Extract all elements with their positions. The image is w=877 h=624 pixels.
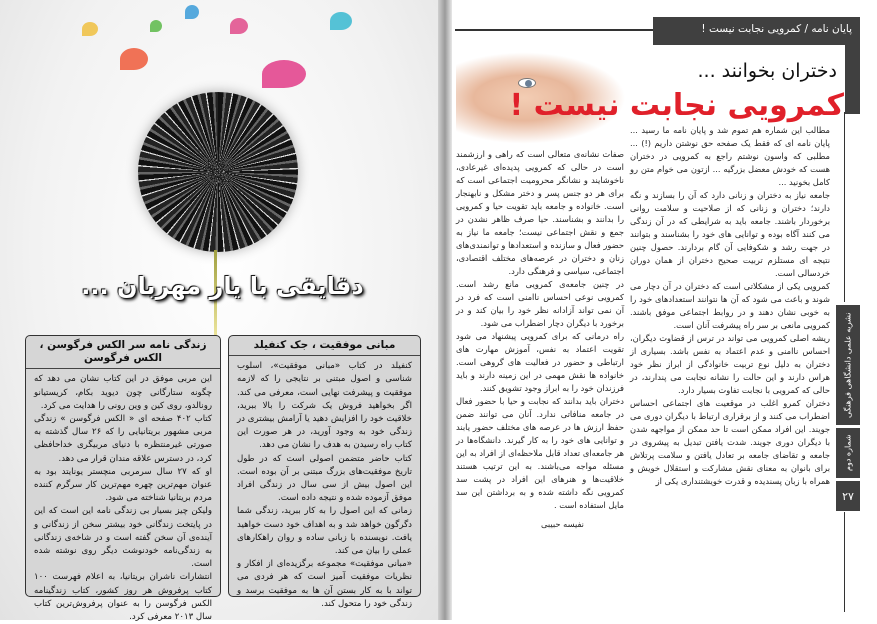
publication-name: نشریه علمی دانشگاهی فرهنگی	[836, 305, 860, 425]
left-page-title: دقایقی با یار مهربان ...	[81, 272, 364, 300]
box-paragraph: این مربی موفق در این کتاب نشان می دهد که چگونه ستارگانی چون دیوید بکام، کریستیانو رونالدو، روی کین و وین رونی را هدایت می کرد.	[34, 374, 212, 411]
margin-rule	[844, 512, 845, 612]
book-box-canfield	[228, 335, 421, 609]
article-paragraph: ریشه اصلی کمرویی می تواند در ترس از قضاوت دیگران، احساس ناامنی و عدم اعتماد به نفس باشد. بسیاری از دختران به دلیل نوع تربیت خانوادگی از ابراز نظر خود هراس دارند و این حالت را نشانه نجابت می پندارند، در حالی که کمرویی با نجابت تفاوت بسیار دارد.	[630, 333, 830, 395]
article-title: کمرویی نجابت نیست !	[509, 88, 844, 123]
header-rule	[455, 29, 655, 31]
flower-decoration	[150, 20, 162, 32]
box-paragraph: زمانی که این اصول را به کار ببرید، زندگی شما دگرگون خواهد شد و به اهداف خود دست خواهید یافت. نویسنده با زبانی ساده و روان راهکارهای عملی را بیان می کند.	[237, 506, 412, 557]
box-paragraph: ولیکن چیز بسیار بی زندگی نامه این است که این در پایتخت زندگانی خود بیشتر سخن از زندگانی و آینده‌ی آن سخن گفته است و در شاخه‌ی زندگانی به زندگی‌نامه خودنوشت دیگر روی نوشته شده است.	[34, 506, 212, 570]
flower-decoration	[230, 18, 248, 34]
article-paragraph: مطالب این شماره هم تموم شد و پایان نامه ما رسید ... پایان نامه ای که فقط یک صفحه حق نوشتن داریم (!) ... مطلبی که واسون نوشتم راجع به کمرویی در دختران هست که خودش معضل بزرگیه ... ازتون می خوام متن رو کامل بخونید ...	[630, 125, 830, 187]
book-box-ferguson	[25, 335, 221, 623]
flower-decoration	[262, 60, 306, 88]
article-paragraph: کمرویی یکی از مشکلاتی است که دختران در آن دچار می شوند و باعث می شود که آن ها نتوانند استعدادهای خود را به خوبی نشان دهند و در روابط اجتماعی موفق باشند. کمرویی مانعی بر سر راه پیشرفت آنان است.	[630, 281, 830, 330]
box-heading: زندگی نامه سر الکس فرگوسن ، الکس فرگوسن	[26, 339, 220, 369]
header-bar	[845, 44, 860, 114]
author-name: نفیسه حبیبی	[540, 519, 584, 529]
margin-rule	[844, 112, 845, 302]
sidebar-tab	[836, 305, 860, 512]
box-paragraph: انتشارات ناشران بریتانیا، به اعلام فهرست ۱۰۰ کتاب پرفروش هر روز کشور، کتاب زندگینامه الکس فرگوسن را به عنوان پرفروش‌ترین کتاب سال ۲۰۱۳ معرفی کرد.	[34, 572, 212, 623]
page-gutter	[438, 0, 452, 620]
issue-label: شماره دوم	[836, 428, 860, 478]
page-number: ۲۷	[836, 481, 860, 511]
article-subtitle: دختران بخوانند ...	[697, 60, 837, 82]
eye-graphic	[518, 78, 536, 88]
article-paragraph: در چنین جامعه‌ی کمرویی مانع رشد است. کمرویی نوعی احساس ناامنی است که فرد در آن نمی تواند آزادانه نظر خود را بیان کند و در برخورد با دیگران دچار اضطراب می شود.	[456, 279, 624, 328]
box-paragraph: کتاب ۴۰۲ صفحه ای « الکس فرگوسن » زندگی مربی مشهور بریتانیایی را که ۲۶ سال گذشته به صورتی غیرمنتظره با دنیای مربیگری خداحافظی کرد، در دسترس علاقه مندان قرار می دهد.	[34, 414, 212, 464]
flower-decoration	[330, 12, 352, 30]
flower-decoration	[185, 5, 199, 19]
books-circle-image	[138, 92, 298, 252]
box-paragraph: کتاب حاضر متضمن اصولی است که در طول تاریخ موفقیت‌های بزرگ مبتنی بر آن بوده است. این اصول بیش از سی سال در زندگی افراد موفق آزموده شده و نتیجه داده است.	[237, 453, 412, 504]
article-paragraph: دختران باید بدانند که نجابت و حیا با حضور فعال در جامعه منافاتی ندارد. آنان می توانند ضمن حفظ ارزش ها در عرصه های مختلف حضور یابند و توانایی های خود را به کار گیرند. دانشگاه‌ها در هر جامعه‌ای تعداد قابل ملاحظه‌ای از افراد به این مسئله مواجه می‌باشند. به این ترتیب هستند خلاقیت‌ها و هنرهای این افراد در پشت سد کمرویی نگه داشته شده و به برداشتن این سد مایل استفاده است .	[456, 396, 624, 510]
flower-decoration	[120, 48, 148, 70]
article-paragraph: صفات نشانه‌ی متعالی است که راهی و ارزشمند است در حالی که کمرویی پدیده‌ای غیرعادی، ناخوشایند و نشانگر محرومیت اجتماعی است که برای هر دو جنس پسر و دختر مشکل و نابهنجار است. خانواده و جامعه باید تقویت حیا و کمرویی را بدانند و بشناسند. حیا صرف ظاهر نشدن در جمع و نقش اجتماعی نیست؛ جامعه ما نیاز به حضور فعال و سازنده و استعدادها و توانمندی‌های زنان و دختران در عرصه‌های مختلف اقتصادی، اجتماعی، سیاسی و فرهنگی دارد.	[456, 149, 624, 276]
article-column-right	[630, 124, 830, 614]
article-column-left	[456, 148, 624, 613]
box-paragraph: «مبانی موفقیت» مجموعه برگزیده‌ای از افکار و نظریات موفقیت آمیز است که هر فردی می تواند با به کار بستن آن ها به موفقیت برسد و زندگی خود را متحول کند.	[237, 559, 412, 609]
box-paragraph: او که ۲۷ سال سرمربی منچستر یونایتد بود به عنوان مهم‌ترین چهره مهم‌ترین کار سرگرم کننده مردم بریتانیا شناخته می شود.	[34, 466, 212, 504]
box-heading: مبانی موفقیت ، جک کنفیلد	[229, 339, 420, 356]
article-paragraph: راه درمانی که برای کمرویی پیشنهاد می شود تقویت اعتماد به نفس، آموزش مهارت های ارتباطی و حضور در فعالیت های گروهی است. خانواده ها نقش مهمی در این زمینه دارند و باید فرزندان خود را به ابراز وجود تشویق کنند.	[456, 331, 624, 393]
article-paragraph: دختران کمرو اغلب در موقعیت های اجتماعی احساس اضطراب می کنند و از برقراری ارتباط با دیگران دوری می جویند. این افراد ممکن است تا حد ممکن از مواجهه شدن با دیگران دوری جویند. شدت یافتن تبدیل به پیشروی در جامعه و تقاضای جامعه بر تعادل یافتن و سلامت پرتلاش برای بانوان به معنای نقش مشارکت و استقلال خویش و همراه با زبان پسندیده و قدرت خویشتنداری یکی از	[630, 398, 830, 486]
article-paragraph: جامعه نیاز به دختران و زنانی دارد که آن را بسازند و نگه دارند؛ دختران و زنانی که از صلاحیت و سلامت روانی برخوردار باشند. جامعه باید به شرایطی که در آن زندگی می کنند آگاه بوده و توانایی های خود را بشناسند و بتوانند در جهت رشد و شکوفایی آن گام بردارند. حصول چنین نتیجه ای مستلزم تربیت صحیح دختران از همان دوران خردسالی است.	[630, 190, 830, 278]
flower-decoration	[82, 22, 98, 36]
running-header: پایان نامه / کمرویی نجابت نیست !	[653, 17, 860, 45]
box-paragraph: کنفیلد در کتاب «مبانی موفقیت»، اسلوب شناسی و اصول مبتنی بر نتایجی را که لازمه موفقیت و پیشرفت نهایی است، معرفی می کند. اگر بخواهید فروش یک شرکت را بالا ببرید، خلاقیت خود را افزایش دهید یا آرامش بیشتری در زندگی خود به وجود آورید، در هر صورت این کتاب راه رسیدن به هدف را نشان می دهد.	[237, 361, 412, 451]
